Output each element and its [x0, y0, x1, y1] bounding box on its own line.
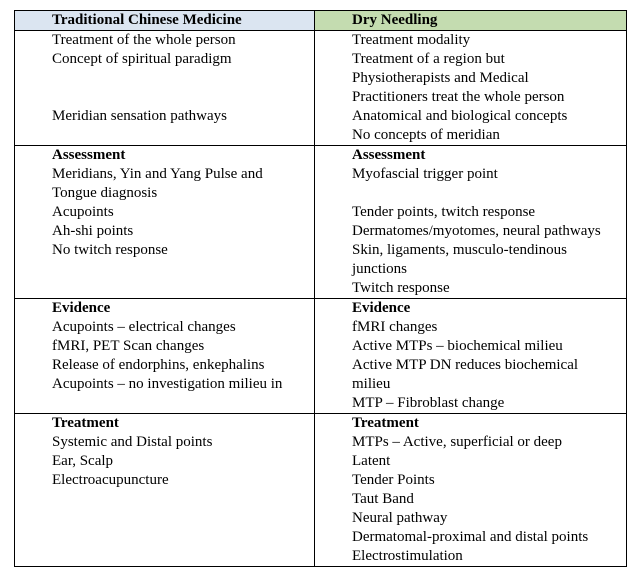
comparison-table: [14, 10, 627, 567]
cell-line: junctions: [352, 261, 407, 277]
cell-line: Systemic and Distal points: [52, 434, 213, 450]
cell-line: Release of endorphins, enkephalins: [52, 357, 265, 373]
cell-line: Dermatomal-proximal and distal points: [352, 529, 589, 545]
table-header-row: [15, 11, 627, 31]
cell-line: No concepts of meridian: [352, 127, 500, 143]
cell-line: Acupoints – electrical changes: [52, 319, 236, 335]
table-row-concepts: [15, 31, 627, 146]
cell-line: Electroacupuncture: [52, 472, 169, 488]
section-heading: Evidence: [352, 300, 411, 316]
section-heading: Assessment: [52, 147, 126, 163]
cell-line: MTP – Fibroblast change: [352, 395, 505, 411]
cell-line: Neural pathway: [352, 510, 448, 526]
cell-line: Acupoints: [52, 204, 114, 220]
cell-tcm-treatment: [15, 414, 315, 567]
cell-line: Meridians, Yin and Yang Pulse and: [52, 166, 263, 182]
table-row-evidence: [15, 299, 627, 414]
cell-line: Treatment modality: [352, 32, 471, 48]
cell-line: fMRI, PET Scan changes: [52, 338, 205, 354]
cell-line: Myofascial trigger point: [352, 166, 498, 182]
cell-spacer: [52, 88, 310, 107]
cell-line: Practitioners treat the whole person: [352, 89, 565, 105]
cell-line: Concept of spiritual paradigm: [52, 51, 232, 67]
cell-line: Treatment of a region but: [352, 51, 505, 67]
cell-line: Anatomical and biological concepts: [352, 108, 568, 124]
cell-line: Meridian sensation pathways: [52, 108, 227, 124]
section-heading: Assessment: [352, 147, 426, 163]
header-dry-needling: Dry Needling: [315, 11, 627, 31]
cell-dn-assessment: [315, 146, 627, 299]
table-row-treatment: [15, 414, 627, 567]
cell-line: fMRI changes: [352, 319, 438, 335]
cell-line: Electrostimulation: [352, 548, 463, 564]
cell-line: No twitch response: [52, 242, 168, 258]
cell-line: Dermatomes/myotomes, neural pathways: [352, 223, 601, 239]
cell-line: Ear, Scalp: [52, 453, 114, 469]
cell-line: MTPs – Active, superficial or deep: [352, 434, 562, 450]
cell-dn-evidence: [315, 299, 627, 414]
cell-line: Active MTP DN reduces biochemical: [352, 357, 579, 373]
cell-line: Acupoints – no investigation milieu in: [52, 376, 283, 392]
cell-line: Physiotherapists and Medical: [352, 70, 529, 86]
cell-tcm-evidence: [15, 299, 315, 414]
cell-line: Twitch response: [352, 280, 450, 296]
cell-line: Latent: [352, 453, 391, 469]
header-tcm: Traditional Chinese Medicine: [15, 11, 315, 31]
cell-line: Skin, ligaments, musculo-tendinous: [352, 242, 567, 258]
cell-line: Treatment of the whole person: [52, 32, 236, 48]
cell-dn-treatment: [315, 414, 627, 567]
table-row-assessment: [15, 146, 627, 299]
section-heading: Treatment: [52, 415, 119, 431]
cell-spacer: [52, 69, 310, 88]
cell-tcm-assessment: [15, 146, 315, 299]
cell-dn-concepts: [315, 31, 627, 146]
cell-line: Active MTPs – biochemical milieu: [352, 338, 563, 354]
cell-line: Ah-shi points: [52, 223, 134, 239]
cell-spacer: [352, 184, 622, 203]
section-heading: Evidence: [52, 300, 111, 316]
cell-line: Tongue diagnosis: [52, 185, 158, 201]
cell-tcm-concepts: [15, 31, 315, 146]
cell-line: Taut Band: [352, 491, 414, 507]
cell-line: Tender points, twitch response: [352, 204, 536, 220]
cell-line: Tender Points: [352, 472, 435, 488]
section-heading: Treatment: [352, 415, 419, 431]
cell-line: milieu: [352, 376, 391, 392]
